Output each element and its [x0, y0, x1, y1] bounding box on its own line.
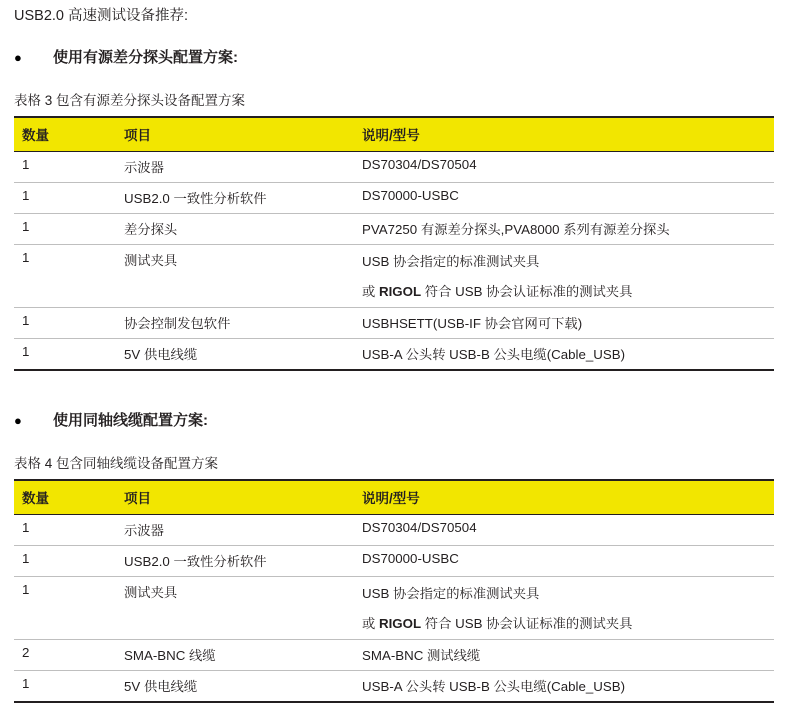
table-row [14, 152, 774, 183]
bullet-dot-icon: ● [14, 413, 22, 429]
bullet-dot-icon: ● [14, 50, 22, 66]
cell-quantity: 1 [14, 339, 116, 371]
page-intro-text: USB2.0 高速测试设备推荐: [14, 8, 189, 24]
table-row [14, 214, 774, 245]
cell-description-line: USB 协会指定的标准测试夹具 [362, 254, 540, 270]
table-caption-4: 表格 4 包含同轴线缆设备配置方案 [14, 456, 219, 472]
cell-item: 示波器 [116, 515, 354, 546]
config-table-4 [14, 479, 774, 703]
cell-quantity: 1 [14, 546, 116, 577]
cell-description: SMA-BNC 测试线缆 [354, 640, 774, 671]
column-header-description: 说明/型号 [354, 480, 774, 515]
cell-item: USB2.0 一致性分析软件 [116, 546, 354, 577]
table-header-row [14, 480, 774, 515]
table-header-row [14, 117, 774, 152]
table-row [14, 308, 774, 339]
column-header-item: 项目 [116, 117, 354, 152]
table-row [14, 671, 774, 703]
cell-quantity: 1 [14, 577, 116, 640]
cell-quantity: 1 [14, 671, 116, 703]
cell-quantity: 1 [14, 152, 116, 183]
cell-item: USB2.0 一致性分析软件 [116, 183, 354, 214]
table-row [14, 515, 774, 546]
cell-description [354, 245, 774, 308]
table-row [14, 339, 774, 371]
table-row [14, 183, 774, 214]
cell-description: PVA7250 有源差分探头,PVA8000 系列有源差分探头 [354, 214, 774, 245]
cell-description: DS70304/DS70504 [354, 152, 774, 183]
table-row [14, 640, 774, 671]
cell-quantity: 1 [14, 308, 116, 339]
column-header-description: 说明/型号 [354, 117, 774, 152]
cell-description: DS70000-USBC [354, 183, 774, 214]
cell-description: DS70000-USBC [354, 546, 774, 577]
cell-quantity: 1 [14, 183, 116, 214]
section-spacer [0, 371, 789, 389]
config-table-3 [14, 116, 774, 371]
column-header-quantity: 数量 [14, 480, 116, 515]
cell-item: 示波器 [116, 152, 354, 183]
cell-quantity: 1 [14, 515, 116, 546]
table-row [14, 577, 774, 640]
brand-name-rigol: RIGOL [379, 284, 422, 300]
column-header-item: 项目 [116, 480, 354, 515]
cell-quantity: 1 [14, 214, 116, 245]
cell-item: 5V 供电线缆 [116, 339, 354, 371]
cell-quantity: 1 [14, 245, 116, 308]
column-header-quantity: 数量 [14, 117, 116, 152]
cell-item: 协会控制发包软件 [116, 308, 354, 339]
cell-item: 测试夹具 [116, 245, 354, 308]
cell-item: SMA-BNC 线缆 [116, 640, 354, 671]
cell-description-line-brand: 或 RIGOL 符合 USB 协会认证标准的测试夹具 [362, 284, 633, 300]
bullet-item-coax-cable [0, 409, 789, 430]
table-row [14, 245, 774, 308]
cell-item: 差分探头 [116, 214, 354, 245]
cell-description: USB-A 公头转 USB-B 公头电缆(Cable_USB) [354, 339, 774, 371]
table-row [14, 546, 774, 577]
cell-description: DS70304/DS70504 [354, 515, 774, 546]
table-caption-3: 表格 3 包含有源差分探头设备配置方案 [14, 93, 246, 109]
brand-name-rigol: RIGOL [379, 616, 422, 632]
cell-quantity: 2 [14, 640, 116, 671]
cell-item: 5V 供电线缆 [116, 671, 354, 703]
cell-description-line: USB 协会指定的标准测试夹具 [362, 586, 540, 602]
bullet-label-coax-cable: 使用同轴线缆配置方案: [53, 412, 208, 430]
cell-item: 测试夹具 [116, 577, 354, 640]
bullet-item-active-probe [0, 46, 789, 67]
cell-description: USB-A 公头转 USB-B 公头电缆(Cable_USB) [354, 671, 774, 703]
bullet-label-active-probe: 使用有源差分探头配置方案: [53, 49, 238, 67]
cell-description [354, 577, 774, 640]
cell-description: USBHSETT(USB-IF 协会官网可下载) [354, 308, 774, 339]
cell-description-line-brand: 或 RIGOL 符合 USB 协会认证标准的测试夹具 [362, 616, 633, 632]
